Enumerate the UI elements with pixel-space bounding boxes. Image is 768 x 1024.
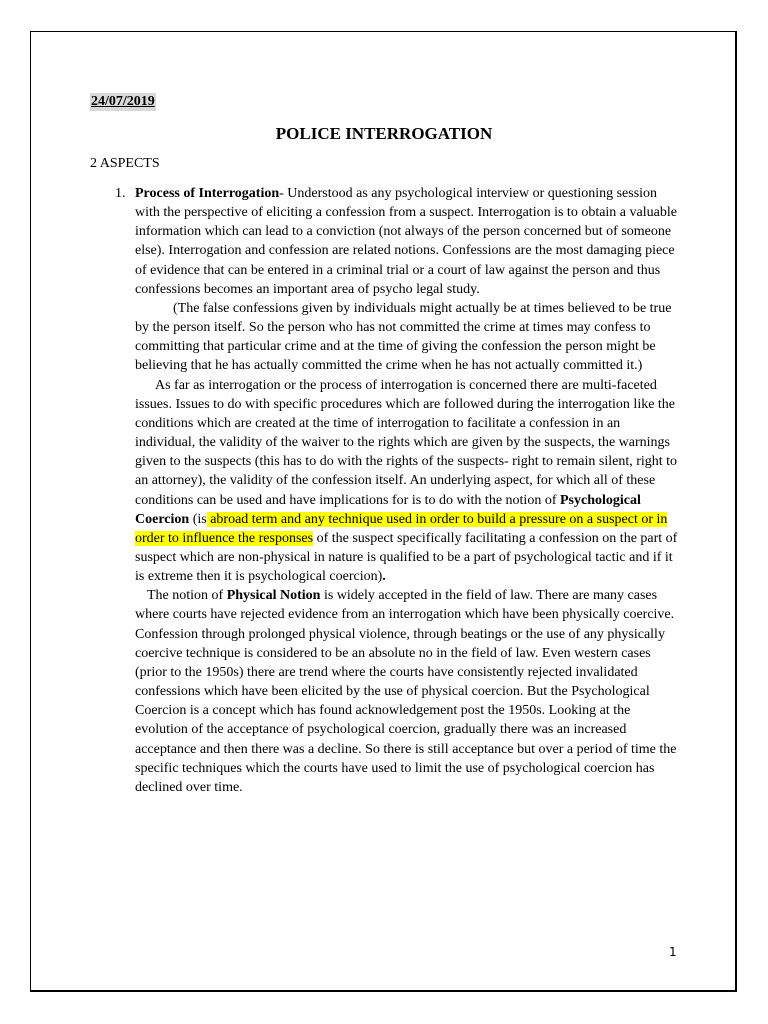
paragraph-text: of the suspect specifically facilitating a confession on the part of suspect which are non-physical in nature is qualified to be a part of psychological tactic and if it is extreme then it is psychological coercion) (135, 530, 678, 585)
paragraph-text: is widely accepted in the field of law. There are many cases where courts have rejected evidence from an interrogation which have been physically coercive. Confession through prolonged physical violence, through beatings or the use of any physically coercive technique is considered to be an absolute no in the field of law. Even western cases (prior to the 1950s) there are trend where the courts have consistently rejected invalidated confessions which have been elicited by the use of physical coercion. But the Psychological Coercion is a concept which has found acknowledgement post the 1950s. Looking at the evolution of the acceptance of psychological coercion, gradually there was an increased acceptance and then there was a decline. So there is still acceptance but over a period of time the specific techniques which the courts have used to limit the use of psychological coercion has declined over time. (135, 588, 677, 795)
term-physical-notion: Physical Notion (226, 588, 321, 604)
paragraph-text: (is (189, 511, 207, 527)
paragraph-multifaceted-issues (135, 376, 681, 587)
highlighted-text: abroad term and any technique used in order to build a pressure on a suspect or in order to influence the responses (135, 511, 668, 546)
paragraph-text: - Understood as any psychological interview or questioning session with the perspective of eliciting a confession from a suspect. Interrogation is to obtain a valuable information which can lead to a conviction (not always of the person concerned but of someone else). Interrogation and confession are related notions. Confessions are the most damaging piece of evidence that can be entered in a criminal trial or a court of law against the person and thus confessions becomes an important area of psycho legal study. (135, 186, 677, 297)
document-date: 24/07/2019 (91, 94, 155, 109)
document-title: POLICE INTERROGATION (275, 124, 493, 143)
paragraph-false-confessions (135, 299, 681, 376)
term-psychological-coercion: Psychological Coercion (135, 492, 641, 527)
document-body (135, 184, 681, 797)
list-number: 1. (115, 186, 126, 201)
paragraph-physical-notion (135, 586, 681, 797)
subheading: 2 ASPECTS (90, 156, 160, 171)
paragraph-text: The notion of (147, 588, 227, 604)
paragraph-text: As far as interrogation or the process of interrogation is concerned there are multi-faceted issues. Issues to do with specific procedures which are followed during the interrogation like the conditions which are created at the time of interrogation to facilitate a confession in an individual, the validity of the waiver to the rights which are given by the suspects, the warnings given to the suspects (this has to do with the rights of the suspects- right to remain silent, right to an attorney), the validity of the confession itself. An underlying aspect, for which all of these conditions can be used and have implications for is to do with the notion of (135, 377, 678, 508)
paragraph-text: (The false confessions given by individuals might actually be at times believed to be true by the person itself. So the person who has not committed the crime at times may confess to committing that particular crime and at the time of giving the confession the person might be believing that he has actually committed the crime when he has not actually committed it.) (135, 300, 672, 374)
page-number: 1 (669, 945, 677, 959)
paragraph-process-of-interrogation (135, 184, 681, 299)
term-process-of-interrogation: Process of Interrogation (135, 186, 280, 201)
paragraph-end: . (382, 569, 386, 585)
